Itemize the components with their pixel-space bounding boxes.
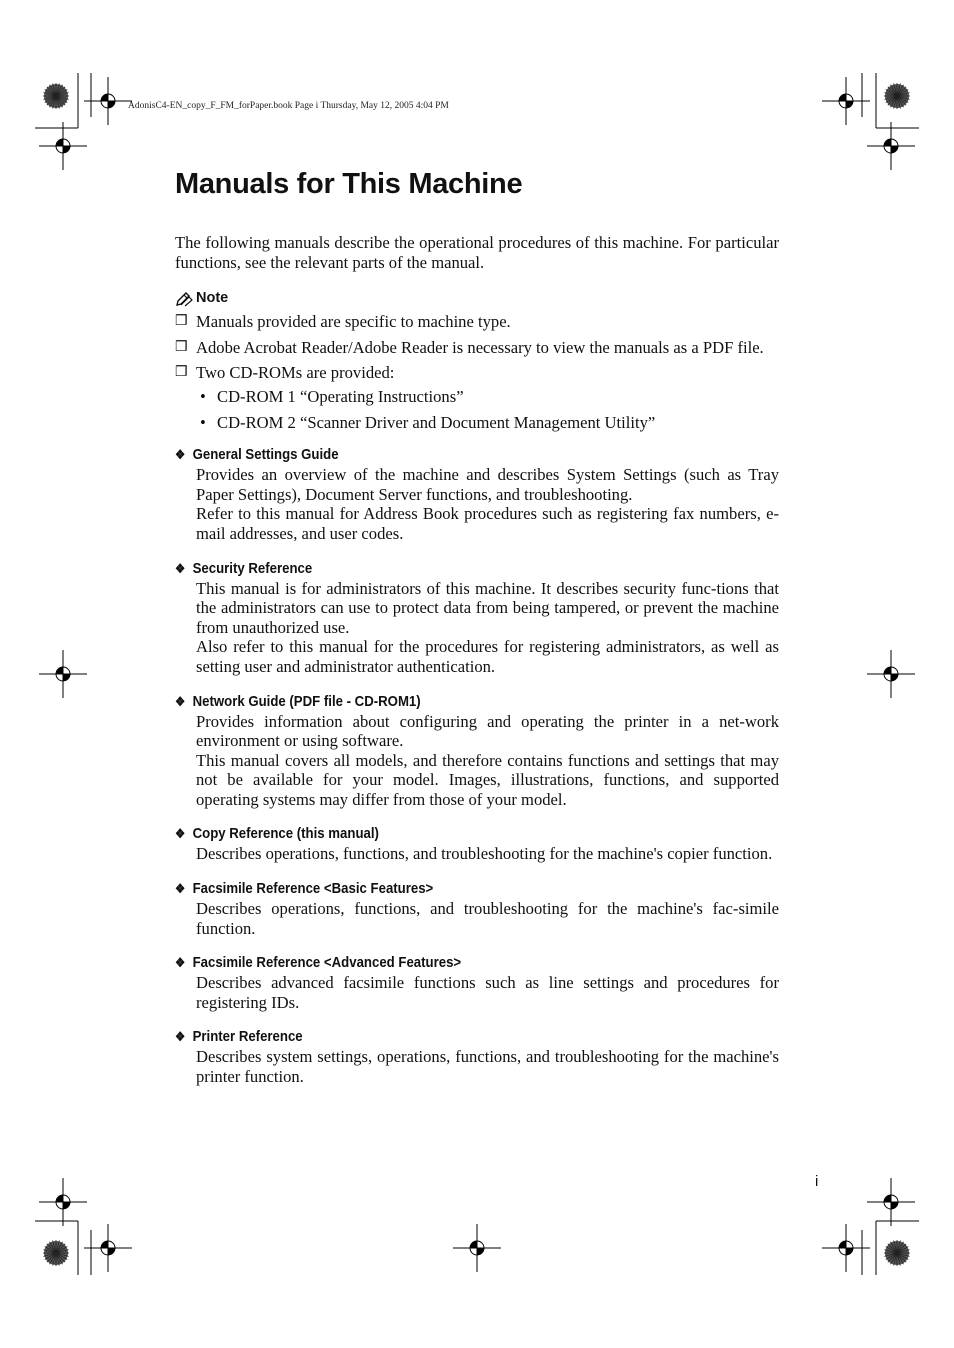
- note-item: [175, 312, 779, 332]
- section-copy-reference: [175, 824, 779, 864]
- registration-target: [39, 122, 87, 170]
- starburst-mark: [884, 83, 910, 109]
- cd-rom-list: [196, 387, 779, 432]
- diamond-icon: ❖: [175, 560, 186, 576]
- section-paragraph: Describes operations, functions, and troubleshooting for the machine's fac-simile function.: [196, 899, 779, 938]
- registration-target: [867, 1178, 915, 1226]
- registration-target: [453, 1224, 501, 1272]
- page-title: Manuals for This Machine: [175, 168, 523, 200]
- note-item: [175, 338, 779, 358]
- section-paragraph: Describes advanced facsimile functions such as line settings and procedures for registering IDs.: [196, 973, 779, 1012]
- section-security-reference: [175, 559, 779, 677]
- registration-target: [867, 650, 915, 698]
- section-paragraph: Also refer to this manual for the procedures for registering administrators, as well as setting user and administrator authentication.: [196, 637, 779, 676]
- note-item: [175, 363, 779, 432]
- note-item-text: Manuals provided are specific to machine type.: [196, 312, 511, 332]
- print-header: AdonisC4-EN_copy_F_FM_forPaper.book Page i Thursday, May 12, 2005 4:04 PM: [128, 101, 449, 111]
- section-paragraph: Describes operations, functions, and troubleshooting for the machine's copier function.: [196, 844, 773, 864]
- section-title: Security Reference: [192, 559, 313, 577]
- section-title: General Settings Guide: [192, 446, 339, 464]
- cd-rom-item: [196, 413, 779, 433]
- section-printer-reference: [175, 1027, 779, 1086]
- section-paragraph: Refer to this manual for Address Book procedures such as registering fax numbers, e-mail addresses, and user codes.: [196, 504, 779, 543]
- section-paragraph: This manual covers all models, and therefore contains functions and settings that may not be available for your model. Images, illustrations, functions, and supported operating systems may differ from those of your model.: [196, 750, 779, 809]
- intro-paragraph: The following manuals describe the operational procedures of this machine. For particular functions, see the relevant parts of the manual.: [175, 233, 779, 272]
- diamond-icon: ❖: [175, 693, 186, 709]
- checkbox-symbol: ❒: [175, 314, 188, 330]
- note-label: Note: [196, 290, 229, 307]
- checkbox-symbol: ❒: [175, 365, 188, 381]
- bullet: •: [200, 386, 206, 406]
- section-paragraph: Provides an overview of the machine and describes System Settings (such as Tray Paper Settings), Document Server functions, and troubleshooting.: [196, 465, 779, 504]
- registration-target: [39, 1178, 87, 1226]
- section-paragraph: Describes system settings, operations, functions, and troubleshooting for the machine's printer function.: [196, 1047, 779, 1087]
- diamond-icon: ❖: [175, 447, 186, 463]
- manual-sections: [175, 445, 779, 1086]
- note-heading: [175, 289, 779, 309]
- starburst-mark: [884, 1240, 910, 1266]
- diamond-icon: ❖: [175, 826, 186, 842]
- section-facsimile-basic: [175, 879, 779, 938]
- section-paragraph: This manual is for administrators of this machine. It describes security func-tions that the administrators can use to protect data from being tampered, or prevent the machine from unauthorized use.: [196, 578, 779, 637]
- registration-target: [822, 1224, 870, 1272]
- diamond-icon: ❖: [175, 955, 186, 971]
- page-number: i: [815, 1173, 819, 1190]
- section-title: Printer Reference: [192, 1028, 303, 1046]
- section-title: Copy Reference (this manual): [192, 825, 379, 843]
- cd-rom-item: [196, 387, 779, 407]
- bullet: •: [200, 412, 206, 432]
- checkbox-symbol: ❒: [175, 339, 188, 355]
- section-title: Facsimile Reference <Basic Features>: [192, 880, 434, 898]
- section-network-guide: [175, 692, 779, 810]
- section-title: Facsimile Reference <Advanced Features>: [192, 954, 462, 972]
- section-general-settings-guide: [175, 445, 779, 543]
- note-block: [175, 289, 779, 432]
- diamond-icon: ❖: [175, 1029, 186, 1045]
- note-item-text: Adobe Acrobat Reader/Adobe Reader is necessary to view the manuals as a PDF file.: [196, 337, 764, 357]
- cd-rom-text: CD-ROM 2 “Scanner Driver and Document Management Utility”: [217, 412, 656, 432]
- registration-target: [39, 650, 87, 698]
- cd-rom-text: CD-ROM 1 “Operating Instructions”: [217, 386, 464, 406]
- document-body: [175, 233, 779, 1087]
- section-paragraph: Provides information about configuring and operating the printer in a net-work environment or using software.: [196, 711, 779, 751]
- starburst-mark: [43, 83, 69, 109]
- note-item-text: Two CD-ROMs are provided:: [196, 363, 395, 383]
- starburst-mark: [43, 1240, 69, 1266]
- pencil-icon: [175, 291, 193, 307]
- registration-target: [867, 122, 915, 170]
- diamond-icon: ❖: [175, 881, 186, 897]
- registration-target: [822, 77, 870, 125]
- note-list: [175, 312, 779, 432]
- section-title: Network Guide (PDF file - CD-ROM1): [192, 692, 421, 710]
- section-facsimile-advanced: [175, 953, 779, 1012]
